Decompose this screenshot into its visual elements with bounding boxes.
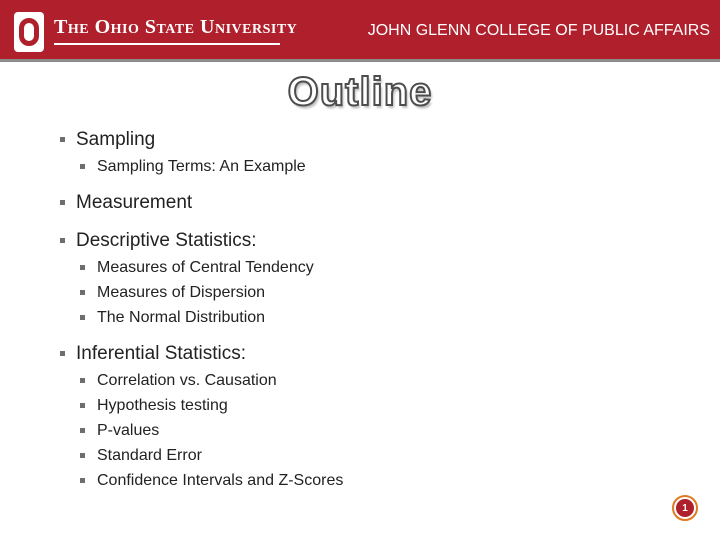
outline-subitem-label: Sampling Terms: An Example <box>97 158 306 175</box>
square-bullet-icon <box>60 137 65 142</box>
osu-block-o-logo <box>14 12 44 52</box>
college-name: JOHN GLENN COLLEGE OF PUBLIC AFFAIRS <box>367 22 710 39</box>
block-o-icon <box>19 18 39 46</box>
outline-subitem <box>80 154 660 179</box>
outline-item-label: Sampling <box>76 129 156 150</box>
page-number: 1 <box>676 499 694 517</box>
outline-subitem <box>80 368 660 393</box>
outline-item-label: Descriptive Statistics: <box>76 230 257 251</box>
square-bullet-icon <box>80 315 85 320</box>
outline-item <box>60 340 660 368</box>
outline-subitem-label: Correlation vs. Causation <box>97 372 277 389</box>
square-bullet-icon <box>60 351 65 356</box>
outline-subitem <box>80 418 660 443</box>
square-bullet-icon <box>80 378 85 383</box>
outline-subitem <box>80 305 660 330</box>
university-underline <box>54 43 280 45</box>
outline-item <box>60 189 660 217</box>
header-bar <box>0 0 720 62</box>
outline-list <box>60 126 660 493</box>
outline-subitem <box>80 280 660 305</box>
outline-subitem-label: P-values <box>97 422 160 439</box>
outline-subitem-label: Confidence Intervals and Z-Scores <box>97 472 344 489</box>
page-number-badge <box>672 495 698 521</box>
outline-item-label: Measurement <box>76 192 193 213</box>
outline-subitem <box>80 468 660 493</box>
square-bullet-icon <box>60 238 65 243</box>
square-bullet-icon <box>80 453 85 458</box>
square-bullet-icon <box>80 265 85 270</box>
outline-subitem <box>80 255 660 280</box>
square-bullet-icon <box>80 290 85 295</box>
outline-item <box>60 126 660 154</box>
square-bullet-icon <box>80 478 85 483</box>
outline-subitem-label: The Normal Distribution <box>97 309 266 326</box>
square-bullet-icon <box>80 403 85 408</box>
outline-item-label: Inferential Statistics: <box>76 343 247 364</box>
outline-item <box>60 227 660 255</box>
outline-subitem-label: Measures of Dispersion <box>97 284 266 301</box>
outline-subitem <box>80 443 660 468</box>
square-bullet-icon <box>80 164 85 169</box>
outline-subitem-label: Hypothesis testing <box>97 397 228 414</box>
square-bullet-icon <box>60 200 65 205</box>
outline-subitem-label: Measures of Central Tendency <box>97 259 314 276</box>
university-name: The Ohio State University <box>54 16 298 38</box>
slide-title: Outline <box>287 70 433 114</box>
square-bullet-icon <box>80 428 85 433</box>
outline-subitem <box>80 393 660 418</box>
outline-subitem-label: Standard Error <box>97 447 202 464</box>
